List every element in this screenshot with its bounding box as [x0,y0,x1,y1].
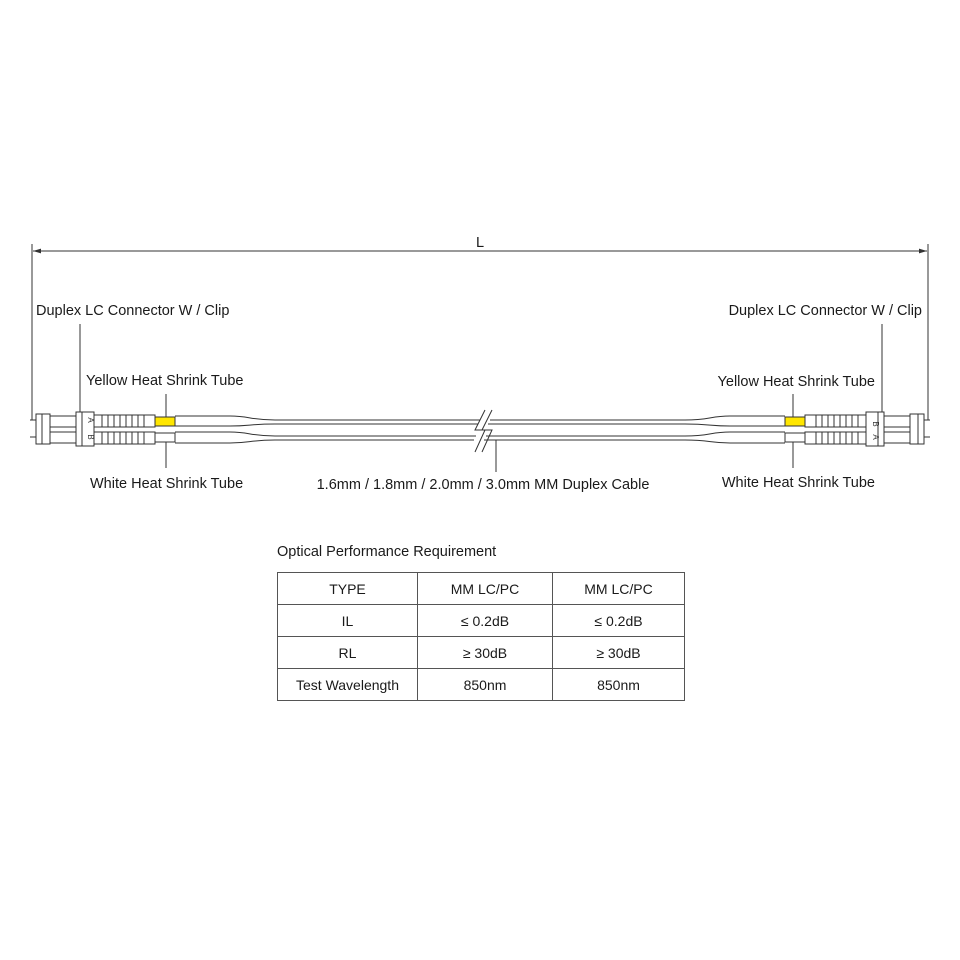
table-cell: IL [278,605,418,637]
table-cell: ≥ 30dB [418,637,553,669]
table-cell: Test Wavelength [278,669,418,701]
table-row [278,669,685,701]
right-port-b-label: B [871,421,880,427]
left-connector-boots [94,415,155,444]
length-dimension [32,244,928,420]
cable-break-symbol [475,410,492,452]
left-duplex-lc-connector [30,412,94,446]
right-port-a-label: A [871,434,880,440]
table-cell: ≤ 0.2dB [553,605,685,637]
left-port-b-label: B [86,434,95,440]
table-row [278,573,685,605]
cable-left-half [175,416,480,443]
table-cell: TYPE [278,573,418,605]
table-title: Optical Performance Requirement [277,544,497,560]
right-connector-boots [805,415,866,444]
table-cell: MM LC/PC [418,573,553,605]
right-yellow-tube-label: Yellow Heat Shrink Tube [717,374,875,390]
leader-lines [80,324,882,472]
cable-right-half [484,416,785,443]
left-white-heat-shrink-tube [155,433,175,442]
table-row [278,637,685,669]
left-port-a-label: A [86,417,95,423]
right-white-heat-shrink-tube [785,433,805,442]
left-connector-label: Duplex LC Connector W / Clip [36,303,230,319]
cable-label: 1.6mm / 1.8mm / 2.0mm / 3.0mm MM Duplex Cable [316,477,650,493]
table-cell: MM LC/PC [553,573,685,605]
table-cell: 850nm [553,669,685,701]
right-duplex-lc-connector [866,412,930,446]
right-yellow-heat-shrink-tube [785,417,805,426]
right-white-tube-label: White Heat Shrink Tube [721,475,875,491]
table-cell: ≥ 30dB [553,637,685,669]
left-yellow-tube-label: Yellow Heat Shrink Tube [86,373,244,389]
left-yellow-heat-shrink-tube [155,417,175,426]
left-white-tube-label: White Heat Shrink Tube [90,476,244,492]
right-connector-label: Duplex LC Connector W / Clip [728,303,922,319]
table-cell: ≤ 0.2dB [418,605,553,637]
table-cell: RL [278,637,418,669]
length-label: L [475,235,485,251]
table-cell: 850nm [418,669,553,701]
optical-performance-table [277,572,685,701]
table-row [278,605,685,637]
